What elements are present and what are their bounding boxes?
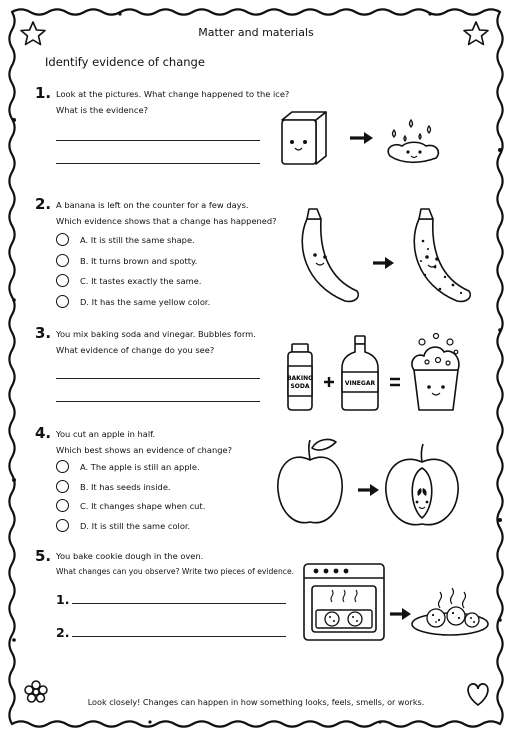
page-title: Matter and materials bbox=[198, 26, 314, 39]
option-a[interactable]: A. The apple is still an apple. bbox=[56, 460, 200, 473]
ice-melting-illustration bbox=[270, 108, 470, 178]
radio-circle[interactable] bbox=[56, 480, 69, 493]
vinegar-label: VINEGAR bbox=[344, 380, 376, 387]
radio-circle[interactable] bbox=[56, 254, 69, 267]
question-5-text: You bake cookie dough in the oven. What changes can you observe? Write two pieces of evidence. bbox=[56, 551, 295, 576]
option-c[interactable]: C. It tastes exactly the same. bbox=[56, 274, 202, 287]
baking-soda-label: BAKING bbox=[286, 375, 314, 382]
answer-line[interactable] bbox=[72, 636, 286, 637]
question-1-number: 1. bbox=[35, 84, 52, 102]
radio-circle[interactable] bbox=[56, 460, 69, 473]
question-3-text: You mix baking soda and vinegar. Bubbles form. What evidence of change do you see? bbox=[56, 329, 256, 355]
option-c[interactable]: C. It changes shape when cut. bbox=[56, 499, 205, 512]
question-2-number: 2. bbox=[35, 195, 52, 213]
question-2-text: A banana is left on the counter for a few days. Which evidence shows that a change has happened? bbox=[56, 200, 277, 226]
apple-illustration bbox=[272, 436, 482, 532]
answer-line[interactable] bbox=[56, 378, 260, 379]
radio-circle[interactable] bbox=[56, 519, 69, 532]
question-3-number: 3. bbox=[35, 324, 52, 342]
radio-circle[interactable] bbox=[56, 295, 69, 308]
option-b[interactable]: B. It has seeds inside. bbox=[56, 480, 171, 493]
radio-circle[interactable] bbox=[56, 274, 69, 287]
answer-line[interactable] bbox=[56, 140, 260, 141]
radio-circle[interactable] bbox=[56, 233, 69, 246]
option-d[interactable]: D. It has the same yellow color. bbox=[56, 295, 210, 308]
option-d[interactable]: D. It is still the same color. bbox=[56, 519, 190, 532]
option-b[interactable]: B. It turns brown and spotty. bbox=[56, 254, 197, 267]
answer-line[interactable] bbox=[72, 603, 286, 604]
footer-tip: Look closely! Changes can happen in how something looks, feels, smells, or works. bbox=[87, 697, 425, 707]
question-4-text: You cut an apple in half. Which best shows an evidence of change? bbox=[56, 429, 233, 455]
question-5-number: 5. bbox=[35, 547, 52, 565]
question-4-number: 4. bbox=[35, 424, 52, 442]
answer-line[interactable] bbox=[56, 401, 260, 402]
radio-circle[interactable] bbox=[56, 499, 69, 512]
banana-illustration bbox=[285, 205, 485, 310]
answer-number-1: 1. bbox=[56, 592, 70, 607]
question-1-text: Look at the pictures. What change happened to the ice? What is the evidence? bbox=[56, 89, 290, 115]
worksheet-subtitle: Identify evidence of change bbox=[45, 55, 205, 69]
answer-line[interactable] bbox=[56, 163, 260, 164]
answer-number-2: 2. bbox=[56, 625, 70, 640]
baking-soda-label: SODA bbox=[290, 383, 310, 390]
baking-soda-vinegar-illustration bbox=[280, 330, 480, 415]
oven-cookies-illustration bbox=[300, 560, 496, 644]
option-a[interactable]: A. It is still the same shape. bbox=[56, 233, 195, 246]
